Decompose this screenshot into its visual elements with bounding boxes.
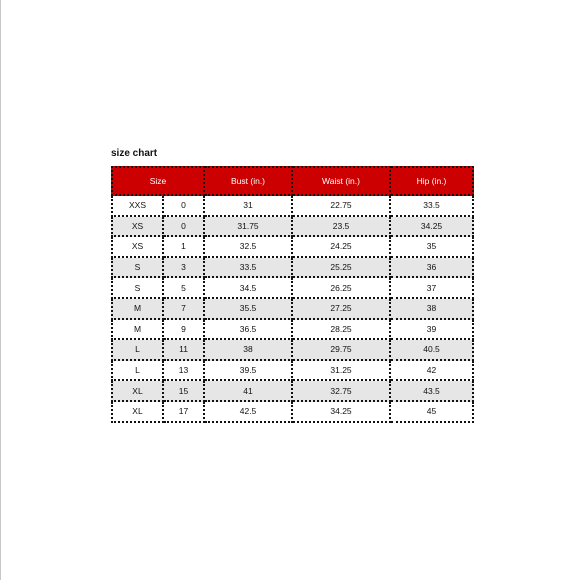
- cell-bust: 41: [205, 381, 293, 402]
- cell-size-label: XS: [111, 237, 164, 258]
- header-waist: Waist (in.): [293, 166, 391, 196]
- cell-bust: 35.5: [205, 299, 293, 320]
- cell-waist: 25.25: [293, 258, 391, 279]
- table-row: [111, 381, 474, 402]
- cell-size-number: 7: [164, 299, 205, 320]
- cell-size-label: L: [111, 340, 164, 361]
- table-row: [111, 340, 474, 361]
- page-border: [0, 0, 1, 580]
- cell-hip: 38: [391, 299, 474, 320]
- cell-bust: 31: [205, 196, 293, 217]
- cell-size-number: 5: [164, 278, 205, 299]
- size-chart-title: size chart: [111, 148, 158, 159]
- cell-size-label: XL: [111, 381, 164, 402]
- table-row: [111, 237, 474, 258]
- cell-hip: 43.5: [391, 381, 474, 402]
- cell-size-label: XS: [111, 217, 164, 238]
- cell-waist: 26.25: [293, 278, 391, 299]
- cell-size-label: XXS: [111, 196, 164, 217]
- cell-waist: 24.25: [293, 237, 391, 258]
- cell-bust: 32.5: [205, 237, 293, 258]
- cell-waist: 31.25: [293, 361, 391, 382]
- cell-bust: 38: [205, 340, 293, 361]
- cell-hip: 39: [391, 320, 474, 341]
- header-size: Size: [111, 166, 205, 196]
- cell-size-label: XL: [111, 402, 164, 423]
- cell-waist: 32.75: [293, 381, 391, 402]
- cell-hip: 37: [391, 278, 474, 299]
- cell-bust: 31.75: [205, 217, 293, 238]
- table-body: [111, 196, 474, 423]
- cell-bust: 42.5: [205, 402, 293, 423]
- cell-hip: 34.25: [391, 217, 474, 238]
- table-row: [111, 196, 474, 217]
- cell-hip: 36: [391, 258, 474, 279]
- cell-size-number: 15: [164, 381, 205, 402]
- header-hip: Hip (in.): [391, 166, 474, 196]
- cell-waist: 23.5: [293, 217, 391, 238]
- cell-size-number: 11: [164, 340, 205, 361]
- cell-size-number: 0: [164, 217, 205, 238]
- cell-size-label: M: [111, 320, 164, 341]
- cell-waist: 28.25: [293, 320, 391, 341]
- cell-size-label: M: [111, 299, 164, 320]
- cell-hip: 42: [391, 361, 474, 382]
- cell-size-number: 17: [164, 402, 205, 423]
- cell-size-label: S: [111, 258, 164, 279]
- table-row: [111, 299, 474, 320]
- cell-size-label: L: [111, 361, 164, 382]
- cell-size-label: S: [111, 278, 164, 299]
- cell-size-number: 0: [164, 196, 205, 217]
- cell-bust: 36.5: [205, 320, 293, 341]
- cell-waist: 22.75: [293, 196, 391, 217]
- table-row: [111, 361, 474, 382]
- header-bust: Bust (in.): [205, 166, 293, 196]
- cell-waist: 29.75: [293, 340, 391, 361]
- cell-hip: 33.5: [391, 196, 474, 217]
- cell-size-number: 3: [164, 258, 205, 279]
- cell-waist: 34.25: [293, 402, 391, 423]
- cell-size-number: 9: [164, 320, 205, 341]
- table-row: [111, 320, 474, 341]
- table-row: [111, 217, 474, 238]
- size-chart-table: [111, 166, 474, 423]
- cell-bust: 39.5: [205, 361, 293, 382]
- table-row: [111, 402, 474, 423]
- cell-hip: 45: [391, 402, 474, 423]
- cell-bust: 34.5: [205, 278, 293, 299]
- table-row: [111, 278, 474, 299]
- cell-size-number: 13: [164, 361, 205, 382]
- cell-hip: 40.5: [391, 340, 474, 361]
- table-row: [111, 258, 474, 279]
- cell-hip: 35: [391, 237, 474, 258]
- cell-size-number: 1: [164, 237, 205, 258]
- cell-waist: 27.25: [293, 299, 391, 320]
- cell-bust: 33.5: [205, 258, 293, 279]
- table-header-row: [111, 166, 474, 196]
